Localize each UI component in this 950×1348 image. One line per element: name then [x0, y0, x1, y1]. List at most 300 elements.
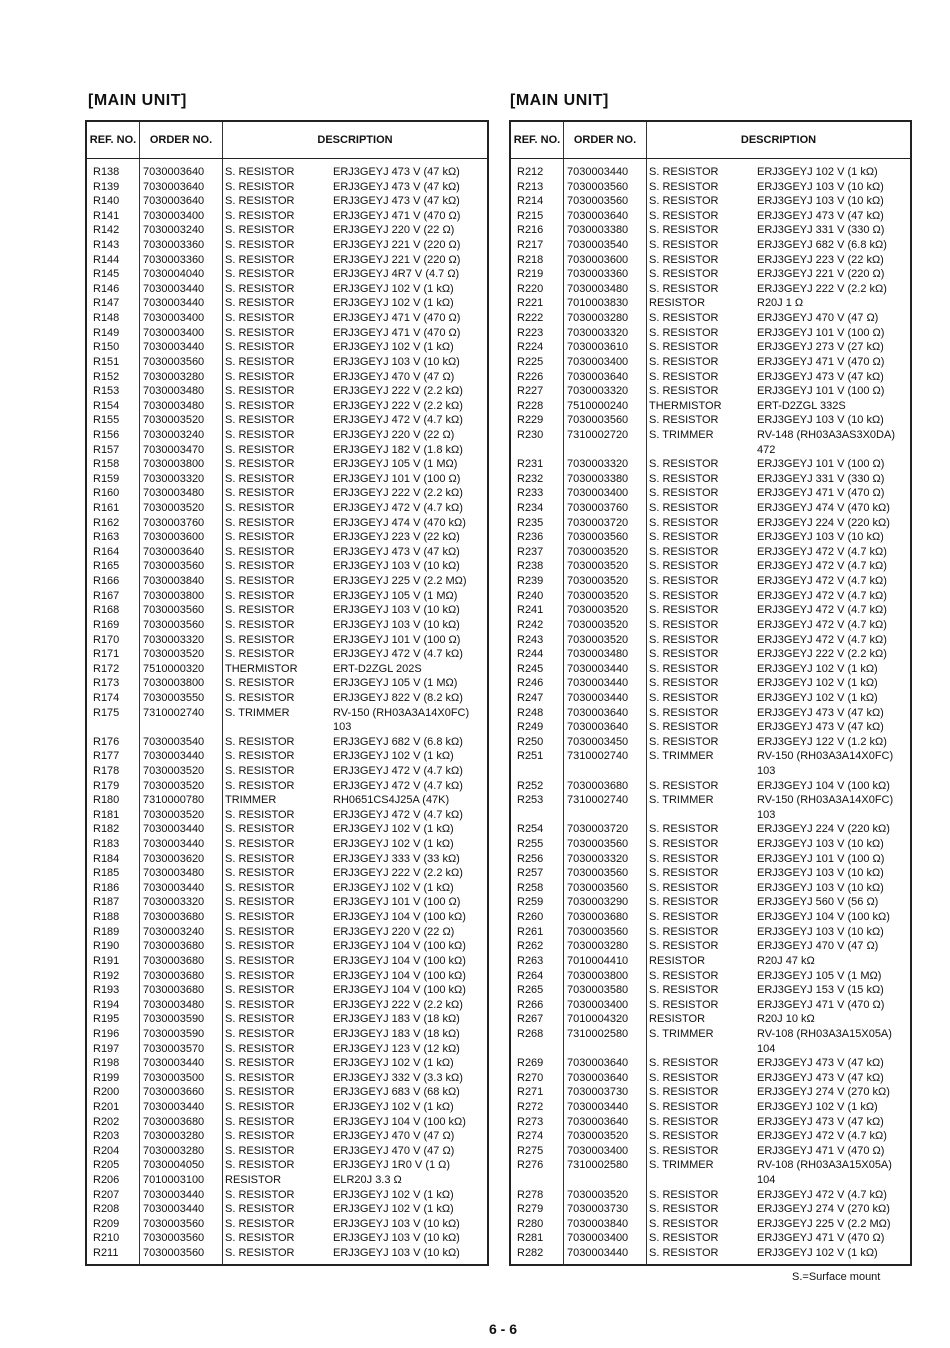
- order-no-cell: 7510000240: [567, 399, 629, 412]
- table-row: [511, 1173, 910, 1188]
- table-row: [511, 223, 910, 238]
- order-no-cell: [563, 1042, 645, 1057]
- part-spec-cell: 104: [757, 1042, 776, 1055]
- order-no-cell: 7030003440: [143, 1101, 205, 1113]
- ref-no-cell: R280: [517, 1217, 544, 1230]
- part-type-cell: S. TRIMMER: [649, 750, 714, 763]
- table-row: [511, 881, 910, 896]
- ref-no-cell: R181: [93, 808, 120, 821]
- order-no-cell: 7030003660: [143, 1086, 205, 1099]
- part-spec-cell: ERJ3GEYJ 103 V (10 kΩ): [333, 1232, 460, 1245]
- order-no-cell: 7030003560: [143, 618, 205, 631]
- order-no-cell: 7030003720: [567, 823, 629, 836]
- table-row: [87, 618, 487, 633]
- table-row: [511, 457, 910, 472]
- order-no-cell: 7030003520: [567, 633, 629, 646]
- ref-no-cell: R258: [517, 881, 544, 894]
- part-spec-cell: ERJ3GEYJ 220 V (22 Ω): [333, 224, 455, 237]
- order-no-cell: 7030003290: [567, 896, 629, 909]
- ref-no-cell: R202: [93, 1115, 120, 1128]
- table-row: [511, 1246, 910, 1261]
- part-type-cell: S. RESISTOR: [649, 721, 719, 734]
- part-type-cell: S. RESISTOR: [649, 487, 719, 500]
- part-type-cell: S. RESISTOR: [225, 195, 295, 208]
- part-spec-cell: ERJ3GEYJ 470 V (47 Ω): [333, 370, 455, 383]
- part-spec-cell: RV-108 (RH03A3A15X05A): [757, 1027, 892, 1040]
- table-row: [511, 1115, 910, 1130]
- ref-no-cell: R141: [93, 209, 120, 222]
- part-type-cell: S. RESISTOR: [649, 1071, 719, 1084]
- ref-no-cell: R182: [93, 823, 120, 836]
- order-no-cell: 7030003640: [143, 195, 205, 208]
- order-no-cell: 7030003680: [143, 984, 205, 997]
- part-spec-cell: ERJ3GEYJ 221 V (220 Ω): [757, 268, 885, 281]
- ref-no-cell: R272: [517, 1101, 544, 1113]
- part-type-cell: S. RESISTOR: [649, 881, 719, 894]
- ref-no-cell: R225: [517, 355, 544, 368]
- part-type-cell: S. RESISTOR: [649, 969, 719, 982]
- ref-no-cell: R250: [517, 735, 544, 748]
- ref-no-cell: R174: [93, 691, 120, 704]
- part-type-cell: S. RESISTOR: [649, 940, 719, 953]
- part-spec-cell: ERJ3GEYJ 331 V (330 Ω): [757, 224, 885, 237]
- table-row: [511, 603, 910, 618]
- part-type-cell: S. RESISTOR: [225, 1217, 295, 1230]
- order-no-cell: 7030003400: [143, 209, 205, 222]
- table-row: [87, 647, 487, 662]
- order-no-cell: 7030003320: [567, 458, 629, 471]
- table-row: [87, 428, 487, 443]
- table-row: [511, 691, 910, 706]
- ref-no-cell: R212: [517, 166, 544, 178]
- table-row: [87, 559, 487, 574]
- part-type-cell: S. RESISTOR: [225, 969, 295, 982]
- part-type-cell: S. RESISTOR: [225, 414, 295, 427]
- part-spec-cell: ERJ3GEYJ 102 V (1 kΩ): [333, 297, 454, 310]
- order-no-cell: 7030003440: [143, 1057, 205, 1070]
- table-row: [87, 633, 487, 648]
- table-row: [511, 1217, 910, 1232]
- order-no-cell: 7030003560: [567, 925, 629, 938]
- part-type-cell: S. RESISTOR: [649, 838, 719, 851]
- table-row: [87, 822, 487, 837]
- ref-no-cell: R243: [517, 633, 544, 646]
- table-row: [87, 1100, 487, 1115]
- ref-no-cell: R152: [93, 370, 120, 383]
- part-type-cell: S. RESISTOR: [225, 180, 295, 193]
- part-type-cell: S. RESISTOR: [225, 764, 295, 777]
- ref-no-cell: R230: [517, 428, 544, 441]
- ref-no-cell: [511, 1173, 563, 1188]
- order-no-cell: 7030003640: [143, 166, 205, 178]
- part-spec-cell: ERJ3GEYJ 222 V (2.2 kΩ): [333, 998, 463, 1011]
- part-spec-cell: ERJ3GEYJ 102 V (1 kΩ): [333, 282, 454, 295]
- ref-no-cell: R254: [517, 823, 544, 836]
- part-spec-cell: ERT-D2ZGL 202S: [333, 662, 422, 675]
- ref-no-cell: R240: [517, 589, 544, 602]
- part-type-cell: S. RESISTOR: [649, 604, 719, 617]
- table-row: [87, 1012, 487, 1027]
- order-no-cell: 7030003440: [143, 823, 205, 836]
- part-spec-cell: ERJ3GEYJ 102 V (1 kΩ): [333, 838, 454, 851]
- order-no-cell: 7030003600: [567, 253, 629, 266]
- ref-no-cell: R157: [93, 443, 120, 456]
- ref-no-cell: R222: [517, 312, 544, 325]
- part-type-cell: S. RESISTOR: [649, 648, 719, 661]
- table-row: [87, 472, 487, 487]
- order-no-cell: 7030003240: [143, 428, 205, 441]
- part-type-cell: THERMISTOR: [649, 399, 722, 412]
- order-no-cell: 7030003730: [567, 1203, 629, 1216]
- part-spec-cell: RH0651CS4J25A (47K): [333, 794, 450, 807]
- order-no-cell: 7310000780: [143, 794, 205, 807]
- part-type-cell: S. TRIMMER: [649, 794, 714, 807]
- part-spec-cell: ERJ3GEYJ 473 V (47 kΩ): [757, 1115, 884, 1128]
- footnote: S.=Surface mount: [792, 1271, 881, 1283]
- part-spec-cell: ERJ3GEYJ 102 V (1 kΩ): [757, 662, 878, 675]
- order-no-cell: 7030003620: [143, 852, 205, 865]
- part-type-cell: S. RESISTOR: [649, 545, 719, 558]
- table-row: [87, 793, 487, 808]
- order-no-cell: 7030003560: [143, 560, 205, 573]
- ref-no-cell: R260: [517, 911, 544, 924]
- part-spec-cell: ERJ3GEYJ 104 V (100 kΩ): [333, 984, 466, 997]
- part-type-cell: S. RESISTOR: [649, 677, 719, 690]
- order-no-cell: 7030003520: [567, 545, 629, 558]
- ref-no-cell: R175: [93, 706, 120, 719]
- order-no-cell: 7030003480: [143, 385, 205, 398]
- order-no-cell: 7030003520: [143, 779, 205, 792]
- table-row: [87, 1085, 487, 1100]
- ref-no-cell: R196: [93, 1027, 120, 1040]
- order-no-cell: 7030003680: [143, 940, 205, 953]
- part-spec-cell: ERJ3GEYJ 473 V (47 kΩ): [333, 545, 460, 558]
- order-no-cell: 7030003360: [143, 253, 205, 266]
- ref-no-cell: R268: [517, 1027, 544, 1040]
- part-type-cell: S. RESISTOR: [649, 1217, 719, 1230]
- ref-no-cell: R261: [517, 925, 544, 938]
- part-spec-cell: ERJ3GEYJ 274 V (270 kΩ): [757, 1086, 890, 1099]
- part-type-cell: S. RESISTOR: [225, 458, 295, 471]
- order-no-cell: 7030003560: [143, 604, 205, 617]
- ref-no-cell: R139: [93, 180, 120, 193]
- part-type-cell: S. RESISTOR: [225, 852, 295, 865]
- table-row: [87, 340, 487, 355]
- ref-no-cell: R150: [93, 341, 120, 354]
- part-type-cell: S. RESISTOR: [649, 735, 719, 748]
- part-type-cell: S. RESISTOR: [225, 1042, 295, 1055]
- order-no-cell: 7030003640: [143, 180, 205, 193]
- table-row: [87, 443, 487, 458]
- table-row: [511, 282, 910, 297]
- ref-no-cell: R274: [517, 1130, 544, 1143]
- order-no-cell: 7030003440: [143, 1188, 205, 1201]
- part-type-cell: S. RESISTOR: [225, 312, 295, 325]
- part-type-cell: RESISTOR: [649, 297, 706, 310]
- part-type-cell: S. RESISTOR: [225, 1101, 295, 1113]
- table-row: [511, 852, 910, 867]
- table-row: [87, 530, 487, 545]
- table-row: [511, 574, 910, 589]
- ref-no-cell: R213: [517, 180, 544, 193]
- order-no-cell: 7030003680: [143, 911, 205, 924]
- ref-no-cell: R275: [517, 1144, 544, 1157]
- part-spec-cell: ERJ3GEYJ 101 V (100 Ω): [333, 896, 461, 909]
- order-no-cell: 7030003440: [567, 677, 629, 690]
- part-type-cell: S. RESISTOR: [225, 691, 295, 704]
- part-spec-cell: ERJ3GEYJ 473 V (47 kΩ): [757, 706, 884, 719]
- ref-no-cell: R227: [517, 385, 544, 398]
- part-type-cell: S. RESISTOR: [649, 414, 719, 427]
- ref-no-cell: R253: [517, 794, 544, 807]
- part-type-cell: S. RESISTOR: [225, 808, 295, 821]
- ref-no-cell: R251: [517, 750, 544, 763]
- table-row: [511, 194, 910, 209]
- ref-no-cell: R193: [93, 984, 120, 997]
- part-type-cell: S. RESISTOR: [225, 604, 295, 617]
- right-parts-table: [509, 120, 912, 1266]
- part-type-cell: S. RESISTOR: [225, 355, 295, 368]
- table-row: [511, 413, 910, 428]
- part-type-cell: S. RESISTOR: [649, 691, 719, 704]
- order-no-cell: 7030003520: [567, 604, 629, 617]
- order-no-cell: 7030003280: [143, 1144, 205, 1157]
- ref-no-cell: R231: [517, 458, 544, 471]
- part-spec-cell: ERJ3GEYJ 102 V (1 kΩ): [333, 881, 454, 894]
- part-spec-cell: ERJ3GEYJ 103 V (10 kΩ): [757, 925, 884, 938]
- table-row: [87, 589, 487, 604]
- part-type-cell: S. RESISTOR: [225, 1071, 295, 1084]
- order-no-cell: 7030003280: [143, 370, 205, 383]
- part-spec-cell: ERJ3GEYJ 472 V (4.7 kΩ): [757, 589, 887, 602]
- ref-no-cell: R206: [93, 1174, 120, 1187]
- part-spec-cell: ERJ3GEYJ 472 V (4.7 kΩ): [757, 604, 887, 617]
- table-row: [87, 399, 487, 414]
- order-no-cell: 7030003280: [567, 312, 629, 325]
- order-no-cell: 7310002580: [567, 1159, 629, 1172]
- order-no-cell: 7030003680: [143, 954, 205, 967]
- table-row: [87, 808, 487, 823]
- order-no-cell: 7310002740: [143, 706, 205, 719]
- part-spec-cell: RV-150 (RH03A3A14X0FC): [333, 706, 470, 719]
- order-no-cell: 7010004410: [567, 954, 629, 967]
- part-type-cell: S. RESISTOR: [649, 1188, 719, 1201]
- table-row: [87, 457, 487, 472]
- part-type-cell: S. RESISTOR: [225, 443, 295, 456]
- ref-no-cell: R173: [93, 677, 120, 690]
- ref-no-cell: R195: [93, 1013, 120, 1026]
- table-row: [87, 720, 487, 735]
- table-row: [87, 311, 487, 326]
- table-row: [87, 384, 487, 399]
- part-spec-cell: ERJ3GEYJ 102 V (1 kΩ): [333, 823, 454, 836]
- ref-no-cell: R208: [93, 1203, 120, 1216]
- order-no-cell: 7010003100: [143, 1174, 205, 1187]
- order-no-cell: 7030003680: [567, 779, 629, 792]
- order-no-cell: 7030004050: [143, 1159, 205, 1172]
- table-row: [511, 399, 910, 414]
- order-no-cell: 7030003440: [143, 838, 205, 851]
- part-spec-cell: ERJ3GEYJ 471 V (470 Ω): [333, 312, 461, 325]
- order-no-cell: 7030003560: [567, 180, 629, 193]
- part-spec-cell: ERJ3GEYJ 473 V (47 kΩ): [757, 209, 884, 222]
- ref-no-cell: R228: [517, 399, 544, 412]
- part-spec-cell: ERJ3GEYJ 103 V (10 kΩ): [333, 1247, 460, 1260]
- table-row: [511, 1027, 910, 1042]
- part-type-cell: S. RESISTOR: [225, 750, 295, 763]
- order-no-cell: 7030003520: [567, 1130, 629, 1143]
- part-spec-cell: ERJ3GEYJ 103 V (10 kΩ): [333, 1217, 460, 1230]
- table-row: [511, 326, 910, 341]
- ref-no-cell: R151: [93, 355, 120, 368]
- part-spec-cell: 472: [757, 443, 776, 456]
- table-row: [511, 428, 910, 443]
- table-row: [511, 764, 910, 779]
- part-type-cell: S. RESISTOR: [649, 1057, 719, 1070]
- table-row: [87, 267, 487, 282]
- table-row: [511, 443, 910, 458]
- part-type-cell: S. RESISTOR: [649, 253, 719, 266]
- table-row: [511, 1129, 910, 1144]
- table-row: [87, 194, 487, 209]
- ref-no-cell: R255: [517, 838, 544, 851]
- table-row: [511, 1231, 910, 1246]
- ref-no-cell: R209: [93, 1217, 120, 1230]
- ref-no-cell: R271: [517, 1086, 544, 1099]
- table-row: [87, 516, 487, 531]
- ref-no-cell: R179: [93, 779, 120, 792]
- table-row: [87, 881, 487, 896]
- ref-no-cell: R154: [93, 399, 120, 412]
- left-parts-table: [85, 120, 489, 1266]
- part-type-cell: S. RESISTOR: [649, 195, 719, 208]
- ref-no-cell: R172: [93, 662, 120, 675]
- table-row: [87, 603, 487, 618]
- part-type-cell: S. RESISTOR: [225, 618, 295, 631]
- table-row: [87, 1202, 487, 1217]
- part-spec-cell: ERJ3GEYJ 183 V (18 kΩ): [333, 1027, 460, 1040]
- part-spec-cell: ERJ3GEYJ 105 V (1 MΩ): [333, 589, 458, 602]
- ref-no-cell: R232: [517, 472, 544, 485]
- ref-no-cell: R138: [93, 166, 120, 178]
- table-row: [511, 939, 910, 954]
- part-type-cell: S. RESISTOR: [225, 1027, 295, 1040]
- part-type-cell: S. RESISTOR: [649, 867, 719, 880]
- ref-no-cell: R197: [93, 1042, 120, 1055]
- part-type-cell: RESISTOR: [649, 1013, 706, 1026]
- part-type-cell: S. RESISTOR: [225, 1130, 295, 1143]
- table-row: [87, 1144, 487, 1159]
- table-row: [511, 1100, 910, 1115]
- part-type-cell: S. RESISTOR: [649, 326, 719, 339]
- table-row: [87, 706, 487, 721]
- part-type-cell: S. RESISTOR: [225, 925, 295, 938]
- part-spec-cell: ERT-D2ZGL 332S: [757, 399, 846, 412]
- order-no-cell: 7030003840: [143, 575, 205, 588]
- part-spec-cell: R20J 10 kΩ: [757, 1013, 815, 1026]
- part-type-cell: S. RESISTOR: [649, 209, 719, 222]
- ref-no-cell: R237: [517, 545, 544, 558]
- ref-no-cell: R219: [517, 268, 544, 281]
- part-spec-cell: RV-108 (RH03A3A15X05A): [757, 1159, 892, 1172]
- part-type-cell: S. RESISTOR: [225, 209, 295, 222]
- ref-no-cell: R170: [93, 633, 120, 646]
- order-no-cell: 7030003400: [143, 326, 205, 339]
- part-spec-cell: ERJ3GEYJ 682 V (6.8 kΩ): [333, 735, 463, 748]
- part-type-cell: S. RESISTOR: [649, 633, 719, 646]
- ref-no-cell: R267: [517, 1013, 544, 1026]
- part-spec-cell: ERJ3GEYJ 101 V (100 Ω): [757, 326, 885, 339]
- part-type-cell: S. RESISTOR: [649, 706, 719, 719]
- part-spec-cell: ERJ3GEYJ 223 V (22 kΩ): [757, 253, 884, 266]
- part-spec-cell: ERJ3GEYJ 471 V (470 Ω): [333, 326, 461, 339]
- part-spec-cell: ERJ3GEYJ 470 V (47 Ω): [757, 312, 879, 325]
- order-no-cell: 7030003320: [143, 633, 205, 646]
- ref-no-cell: R186: [93, 881, 120, 894]
- ref-no-cell: R165: [93, 560, 120, 573]
- table-row: [87, 1056, 487, 1071]
- table-row: [87, 969, 487, 984]
- table-row: [511, 822, 910, 837]
- table-row: [511, 253, 910, 268]
- order-no-cell: 7030003640: [567, 370, 629, 383]
- table-row: [511, 647, 910, 662]
- part-spec-cell: 104: [757, 1174, 776, 1187]
- part-spec-cell: ERJ3GEYJ 471 V (470 Ω): [757, 1232, 885, 1245]
- ref-no-cell: R184: [93, 852, 120, 865]
- part-type-cell: S. TRIMMER: [649, 1159, 714, 1172]
- part-spec-cell: ERJ3GEYJ 102 V (1 kΩ): [333, 341, 454, 354]
- table-row: [87, 895, 487, 910]
- order-no-cell: 7030003320: [143, 472, 205, 485]
- ref-no-cell: R252: [517, 779, 544, 792]
- table-row: [87, 1129, 487, 1144]
- table-row: [87, 370, 487, 385]
- table-row: [87, 662, 487, 677]
- part-spec-cell: ERJ3GEYJ 122 V (1.2 kΩ): [757, 735, 887, 748]
- ref-no-cell: R146: [93, 282, 120, 295]
- table-row: [511, 355, 910, 370]
- ref-no-cell: R234: [517, 502, 544, 515]
- order-no-cell: 7030003400: [143, 312, 205, 325]
- order-no-cell: 7030003590: [143, 1027, 205, 1040]
- part-type-cell: S. RESISTOR: [225, 984, 295, 997]
- part-type-cell: S. RESISTOR: [225, 954, 295, 967]
- order-no-cell: 7030003800: [143, 589, 205, 602]
- table-row: [511, 1158, 910, 1173]
- part-spec-cell: ERJ3GEYJ 473 V (47 kΩ): [757, 370, 884, 383]
- order-no-cell: 7030003640: [143, 545, 205, 558]
- ref-no-cell: R246: [517, 677, 544, 690]
- order-no-cell: 7030003730: [567, 1086, 629, 1099]
- order-no-cell: 7030003440: [567, 1247, 629, 1260]
- order-no-cell: 7030003580: [567, 984, 629, 997]
- part-type-cell: S. RESISTOR: [225, 575, 295, 588]
- part-type-cell: [645, 443, 755, 458]
- part-spec-cell: ERJ3GEYJ 104 V (100 kΩ): [333, 1115, 466, 1128]
- table-row: [511, 1042, 910, 1057]
- order-no-cell: [563, 808, 645, 823]
- order-no-cell: 7030003520: [143, 648, 205, 661]
- part-spec-cell: ERJ3GEYJ 472 V (4.7 kΩ): [757, 560, 887, 573]
- ref-no-cell: R144: [93, 253, 120, 266]
- part-type-cell: S. RESISTOR: [225, 1247, 295, 1260]
- ref-no-cell: R264: [517, 969, 544, 982]
- part-spec-cell: ERJ3GEYJ 104 V (100 kΩ): [757, 779, 890, 792]
- part-type-cell: S. RESISTOR: [225, 428, 295, 441]
- ref-no-cell: R188: [93, 911, 120, 924]
- part-type-cell: S. RESISTOR: [225, 779, 295, 792]
